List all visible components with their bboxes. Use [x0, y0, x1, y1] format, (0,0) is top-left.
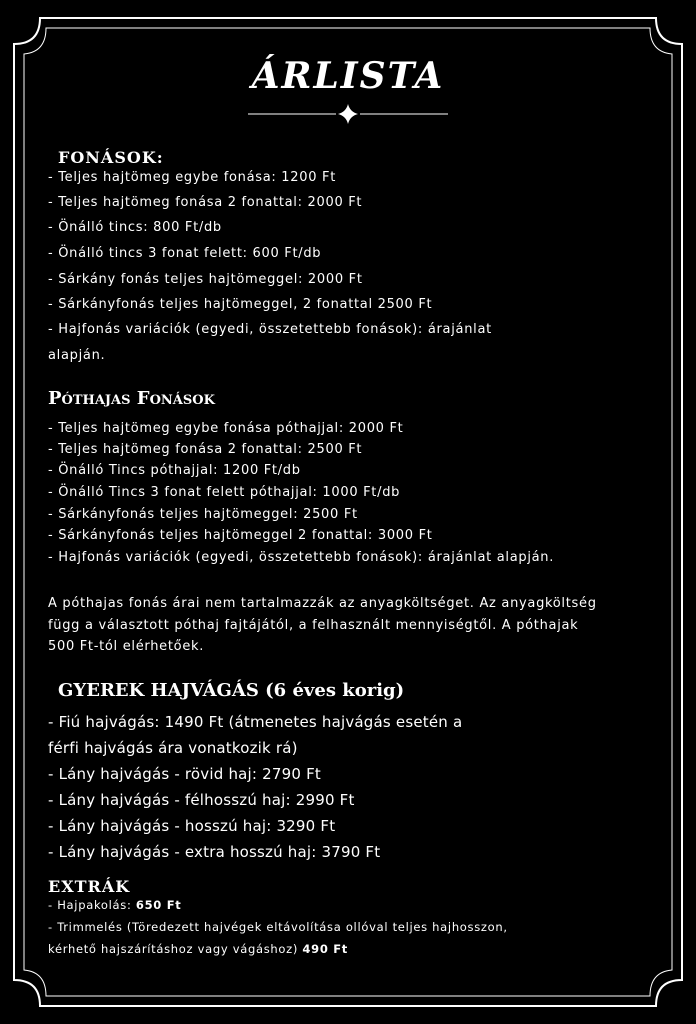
list-item: - Fiú hajvágás: 1490 Ft (átmenetes hajvágás esetén a — [48, 713, 463, 731]
list-item — [48, 898, 181, 912]
list-item: - Teljes hajtömeg egybe fonása: 1200 Ft — [48, 170, 336, 185]
list-item: - Lány hajvágás - hosszú haj: 3290 Ft — [48, 817, 336, 835]
list-item: - Teljes hajtömeg fonása 2 fonattal: 2000 Ft — [48, 195, 363, 210]
title-ornament-icon — [248, 100, 448, 130]
list-item: - Sárkányfonás teljes hajtömeggel, 2 fonattal 2500 Ft — [48, 297, 433, 312]
heading-fonasok: FONÁSOK: — [58, 148, 164, 167]
item-text: kérhető hajszárításhoz vagy vágáshoz) — [48, 942, 303, 956]
list-item: - Lány hajvágás - félhosszú haj: 2990 Ft — [48, 791, 355, 809]
list-item: - Önálló tincs: 800 Ft/db — [48, 220, 222, 235]
list-item: - Lány hajvágás - extra hosszú haj: 3790 Ft — [48, 843, 381, 861]
list-item: - Sárkányfonás teljes hajtömeggel: 2500 Ft — [48, 507, 358, 522]
item-price: 490 Ft — [302, 942, 348, 956]
note-line: 500 Ft-tól elérhetőek. — [48, 639, 205, 654]
page-title: ÁRLISTA — [251, 55, 445, 97]
item-price: 650 Ft — [135, 898, 182, 912]
list-item: - Teljes hajtömeg egybe fonása póthajjal: 2000 Ft — [48, 421, 404, 436]
list-item — [48, 942, 348, 956]
list-item: - Sárkány fonás teljes hajtömeggel: 2000 Ft — [48, 272, 363, 287]
note-line: függ a választott póthaj fajtájától, a felhasznált mennyiségtől. A póthajak — [48, 618, 579, 633]
heading-pothajas: Póthajas Fonások — [48, 388, 215, 409]
list-item: - Hajfonás variációk (egyedi, összetettebb fonások): árajánlat alapján. — [48, 550, 555, 565]
title-block — [0, 55, 696, 97]
heading-gyerek: GYEREK HAJVÁGÁS (6 éves korig) — [58, 680, 405, 701]
list-item: - Teljes hajtömeg fonása 2 fonattal: 2500 Ft — [48, 442, 363, 457]
list-item: - Sárkányfonás teljes hajtömeggel 2 fonattal: 3000 Ft — [48, 528, 433, 543]
list-item: alapján. — [48, 348, 106, 363]
heading-extrak: EXTRÁK — [48, 877, 131, 896]
list-item: - Trimmelés (Töredezett hajvégek eltávolítása ollóval teljes hajhosszon, — [48, 920, 508, 934]
list-item: - Lány hajvágás - rövid haj: 2790 Ft — [48, 765, 321, 783]
list-item: - Hajfonás variációk (egyedi, összetettebb fonások): árajánlat — [48, 322, 492, 337]
item-text: - Hajpakolás: — [48, 898, 136, 912]
list-item: - Önálló Tincs 3 fonat felett póthajjal: 1000 Ft/db — [48, 485, 401, 500]
note-line: A póthajas fonás árai nem tartalmazzák az anyagköltséget. Az anyagköltség — [48, 596, 597, 611]
list-item: - Önálló tincs 3 fonat felett: 600 Ft/db — [48, 246, 322, 261]
list-item: férfi hajvágás ára vonatkozik rá) — [48, 739, 298, 757]
list-item: - Önálló Tincs póthajjal: 1200 Ft/db — [48, 463, 301, 478]
